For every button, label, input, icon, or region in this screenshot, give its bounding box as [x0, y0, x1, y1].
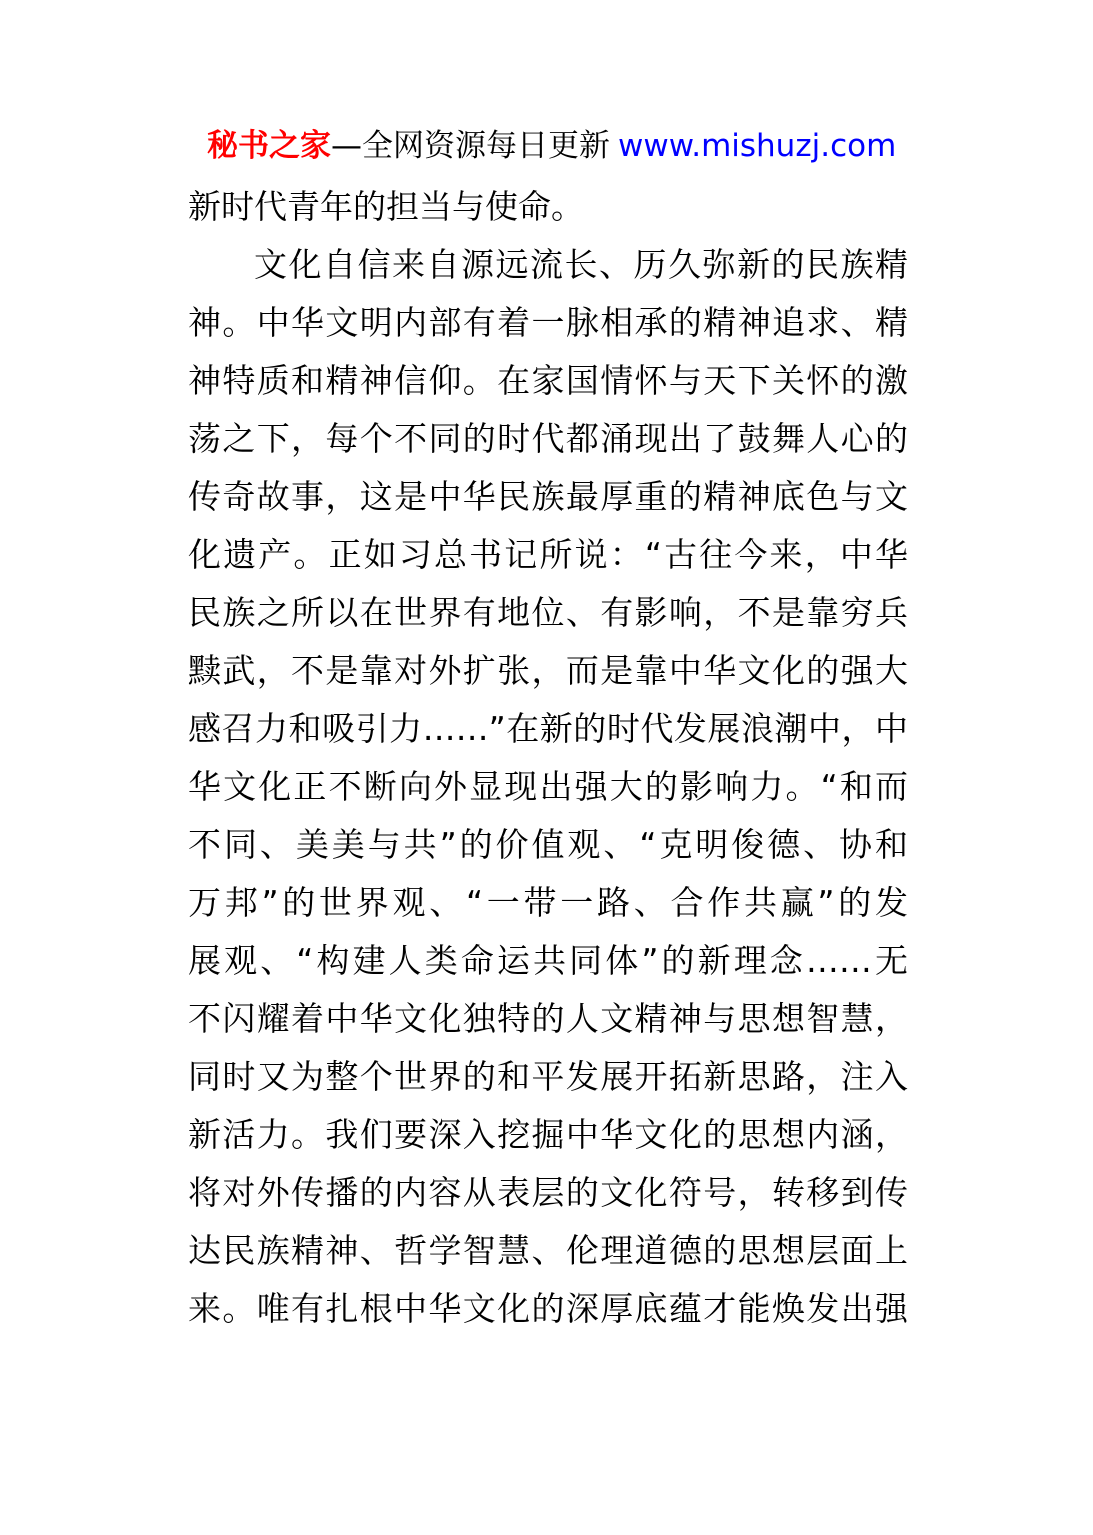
text-line: 达民族精神、哲学智慧、伦理道德的思想层面上: [188, 1231, 908, 1270]
text-line: 华文化正不断向外显现出强大的影响力。“和而: [188, 767, 908, 806]
text-line: 黩武，不是靠对外扩张，而是靠中华文化的强大: [188, 651, 908, 690]
text-line: 感召力和吸引力……”在新的时代发展浪潮中，中: [188, 709, 908, 748]
header-tagline: —全网资源每日更新: [331, 128, 610, 164]
document-body: [188, 178, 908, 1338]
text-line: 将对外传播的内容从表层的文化符号，转移到传: [188, 1173, 908, 1212]
text-line: 不闪耀着中华文化独特的人文精神与思想智慧，: [188, 999, 908, 1038]
text-line: 民族之所以在世界有地位、有影响，不是靠穷兵: [188, 593, 908, 632]
watermark-header: [207, 124, 896, 168]
text-line: 荡之下，每个不同的时代都涌现出了鼓舞人心的: [188, 419, 908, 458]
text-line: 神特质和精神信仰。在家国情怀与天下关怀的激: [188, 361, 908, 400]
text-line: 万邦”的世界观、“一带一路、合作共赢”的发: [188, 883, 908, 922]
text-line: 文化自信来自源远流长、历久弥新的民族精: [254, 245, 908, 284]
text-line: 来。唯有扎根中华文化的深厚底蕴才能焕发出强: [188, 1289, 908, 1328]
brand-name: 秘书之家: [207, 128, 331, 164]
text-line: 不同、美美与共”的价值观、“克明俊德、协和: [188, 825, 908, 864]
text-line: 化遗产。正如习总书记所说：“古往今来，中华: [188, 535, 908, 574]
text-line: 新时代青年的担当与使命。: [188, 187, 584, 226]
text-line: 新活力。我们要深入挖掘中华文化的思想内涵，: [188, 1115, 908, 1154]
text-line: 同时又为整个世界的和平发展开拓新思路，注入: [188, 1057, 908, 1096]
text-line: 神。中华文明内部有着一脉相承的精神追求、精: [188, 303, 908, 342]
text-line: 传奇故事，这是中华民族最厚重的精神底色与文: [188, 477, 908, 516]
text-line: 展观、“构建人类命运共同体”的新理念……无: [188, 941, 908, 980]
website-link[interactable]: www.mishuzj.com: [618, 128, 897, 164]
